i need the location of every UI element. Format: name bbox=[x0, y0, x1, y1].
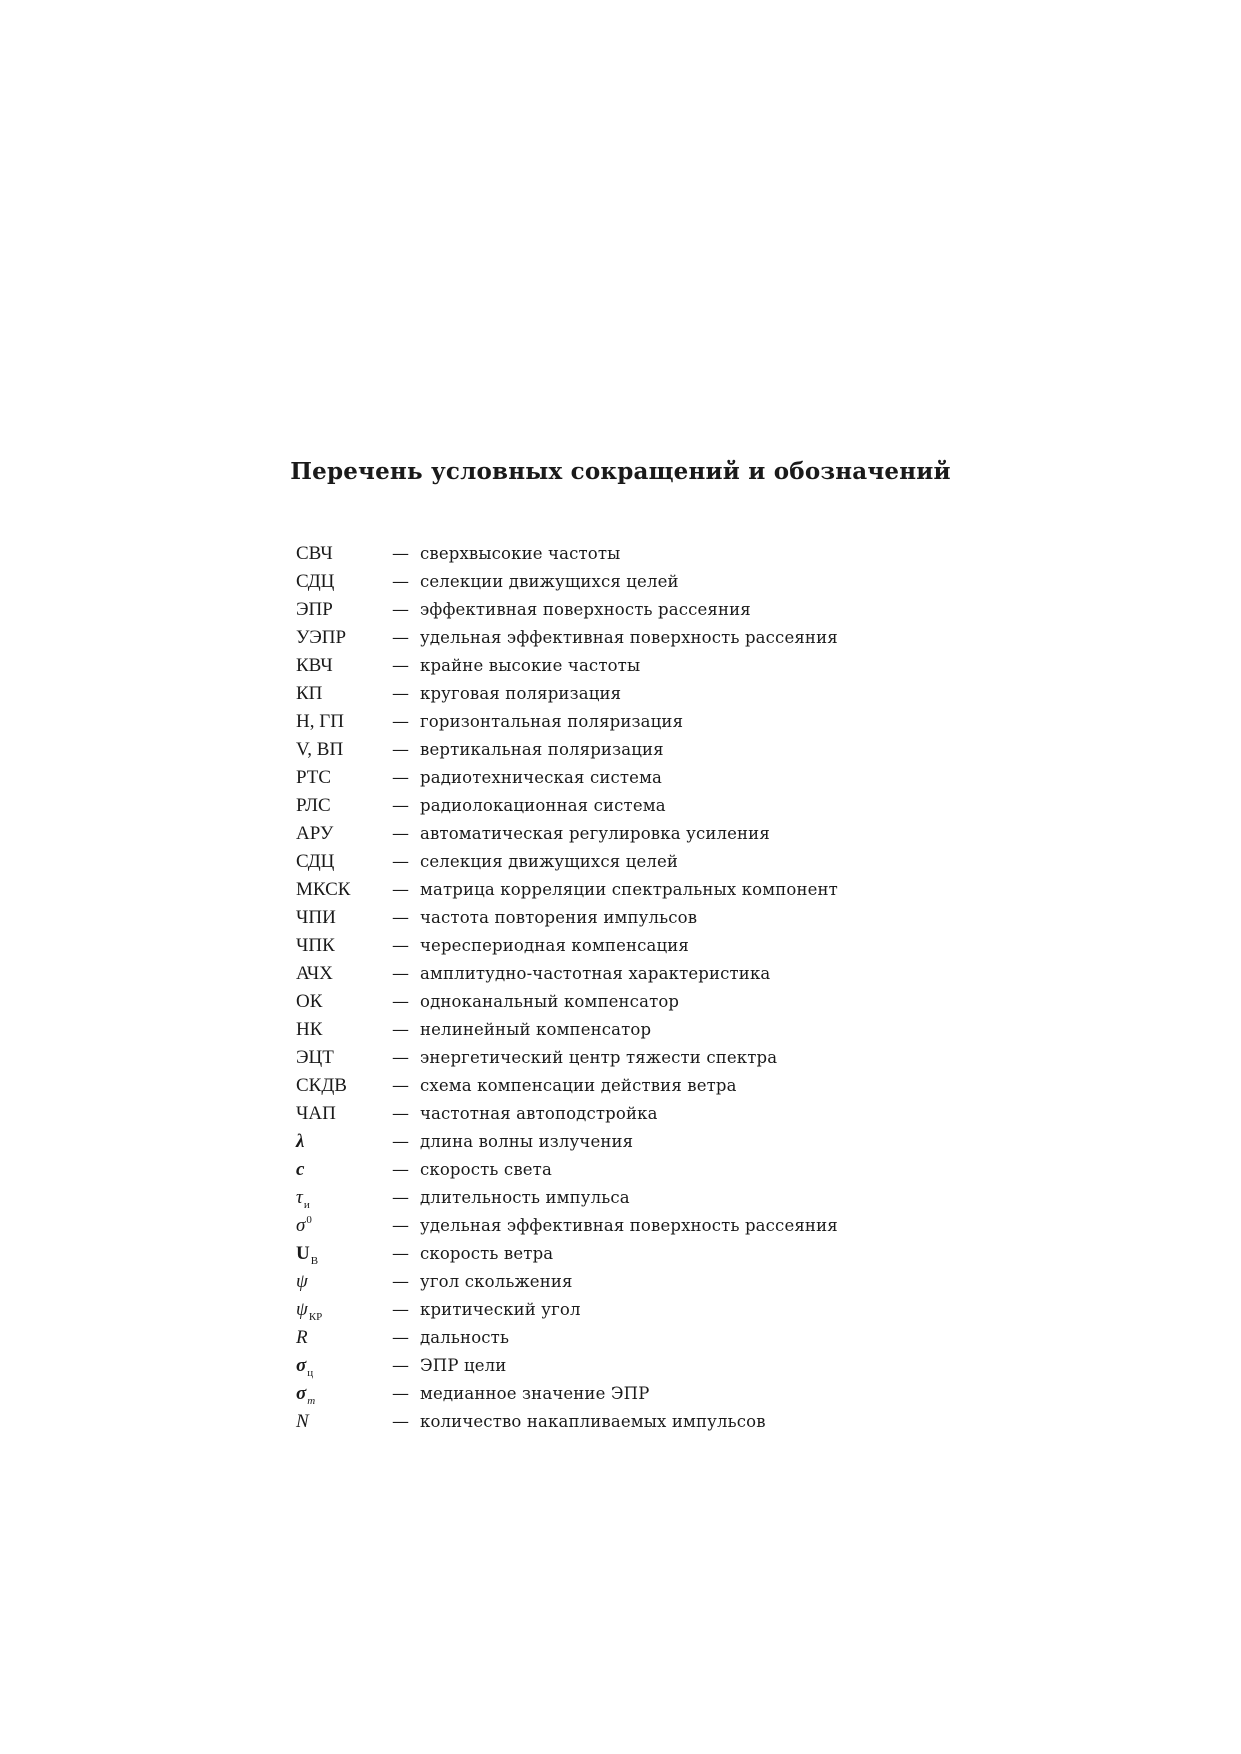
list-item bbox=[296, 1212, 996, 1240]
description: энергетический центр тяжести спектра bbox=[420, 1048, 778, 1067]
abbreviation: СКДВ bbox=[296, 1075, 347, 1096]
dash: — bbox=[392, 1356, 409, 1376]
dash: — bbox=[392, 600, 409, 620]
abbreviation: Н, ГП bbox=[296, 711, 344, 732]
dash: — bbox=[392, 656, 409, 676]
dash: — bbox=[392, 544, 409, 564]
description: селекции движущихся целей bbox=[420, 572, 679, 591]
list-item bbox=[296, 876, 996, 904]
description: одноканальный компенсатор bbox=[420, 992, 680, 1011]
abbreviation: V, ВП bbox=[296, 739, 344, 760]
list-item bbox=[296, 1240, 996, 1268]
list-item bbox=[296, 848, 996, 876]
symbol-superscript: 0 bbox=[306, 1214, 312, 1226]
description: частота повторения импульсов bbox=[420, 908, 698, 927]
list-item bbox=[296, 568, 996, 596]
list-item bbox=[296, 1016, 996, 1044]
dash: — bbox=[392, 1076, 409, 1096]
abbreviation: ЧАП bbox=[296, 1103, 336, 1124]
abbreviation: СДЦ bbox=[296, 571, 335, 592]
description: дальность bbox=[420, 1328, 510, 1347]
symbol-base: τ bbox=[296, 1187, 303, 1208]
dash: — bbox=[392, 824, 409, 844]
dash: — bbox=[392, 1160, 409, 1180]
description: автоматическая регулировка усиления bbox=[420, 824, 770, 843]
list-item bbox=[296, 1324, 996, 1352]
abbreviation: ЭЦТ bbox=[296, 1047, 334, 1068]
description: череспериодная компенсация bbox=[420, 936, 689, 955]
description: медианное значение ЭПР bbox=[420, 1384, 650, 1403]
dash: — bbox=[392, 1020, 409, 1040]
description: скорость света bbox=[420, 1160, 552, 1179]
list-item bbox=[296, 1044, 996, 1072]
symbol-base: σ bbox=[296, 1215, 306, 1236]
list-item bbox=[296, 764, 996, 792]
symbol-c: c bbox=[296, 1159, 305, 1180]
list-item bbox=[296, 1296, 996, 1324]
list-item bbox=[296, 904, 996, 932]
dash: — bbox=[392, 684, 409, 704]
description: матрица корреляции спектральных компонент bbox=[420, 880, 838, 899]
dash: — bbox=[392, 1412, 409, 1432]
page-title: Перечень условных сокращений и обозначений bbox=[290, 458, 951, 485]
description: критический угол bbox=[420, 1300, 581, 1319]
description: круговая поляризация bbox=[420, 684, 622, 703]
description: радиотехническая система bbox=[420, 768, 663, 787]
dash: — bbox=[392, 852, 409, 872]
dash: — bbox=[392, 1104, 409, 1124]
dash: — bbox=[392, 1328, 409, 1348]
dash: — bbox=[392, 1216, 409, 1236]
symbol-sigma-median bbox=[296, 1380, 315, 1410]
abbreviation: МКСК bbox=[296, 879, 351, 900]
dash: — bbox=[392, 572, 409, 592]
abbreviation: ЧПК bbox=[296, 935, 335, 956]
dash: — bbox=[392, 1132, 409, 1152]
list-item bbox=[296, 960, 996, 988]
list-item bbox=[296, 1128, 996, 1156]
dash: — bbox=[392, 740, 409, 760]
list-item bbox=[296, 736, 996, 764]
dash: — bbox=[392, 1272, 409, 1292]
symbol-n: N bbox=[296, 1411, 309, 1432]
dash: — bbox=[392, 1048, 409, 1068]
description: вертикальная поляризация bbox=[420, 740, 664, 759]
abbreviation: АЧХ bbox=[296, 963, 333, 984]
abbreviation: АРУ bbox=[296, 823, 334, 844]
dash: — bbox=[392, 1300, 409, 1320]
description: длительность импульса bbox=[420, 1188, 630, 1207]
abbreviation: РТС bbox=[296, 767, 332, 788]
list-item bbox=[296, 680, 996, 708]
description: селекция движущихся целей bbox=[420, 852, 679, 871]
description: угол скольжения bbox=[420, 1272, 573, 1291]
symbol-base: U bbox=[296, 1243, 310, 1264]
abbreviation: НК bbox=[296, 1019, 323, 1040]
list-item bbox=[296, 652, 996, 680]
dash: — bbox=[392, 964, 409, 984]
list-item bbox=[296, 1100, 996, 1128]
dash: — bbox=[392, 880, 409, 900]
description: длина волны излучения bbox=[420, 1132, 634, 1151]
description: удельная эффективная поверхность рассеяния bbox=[420, 1216, 838, 1235]
dash: — bbox=[392, 712, 409, 732]
symbol-base: σ bbox=[296, 1383, 307, 1404]
abbreviation: ЧПИ bbox=[296, 907, 336, 928]
dash: — bbox=[392, 1188, 409, 1208]
abbreviation: РЛС bbox=[296, 795, 331, 816]
list-item bbox=[296, 596, 996, 624]
description: крайне высокие частоты bbox=[420, 656, 641, 675]
dash: — bbox=[392, 908, 409, 928]
description: нелинейный компенсатор bbox=[420, 1020, 652, 1039]
description: горизонтальная поляризация bbox=[420, 712, 684, 731]
abbreviation: УЭПР bbox=[296, 627, 347, 648]
description: сверхвысокие частоты bbox=[420, 544, 621, 563]
dash: — bbox=[392, 628, 409, 648]
dash: — bbox=[392, 768, 409, 788]
list-item bbox=[296, 1352, 996, 1380]
symbol-subscript: m bbox=[307, 1395, 316, 1407]
symbol-psi-critical bbox=[296, 1296, 322, 1326]
description: ЭПР цели bbox=[420, 1356, 507, 1375]
symbol-subscript: и bbox=[303, 1199, 310, 1211]
list-item bbox=[296, 1408, 996, 1436]
abbreviation: СВЧ bbox=[296, 543, 333, 564]
list-item bbox=[296, 1072, 996, 1100]
description: схема компенсации действия ветра bbox=[420, 1076, 737, 1095]
description: амплитудно-частотная характеристика bbox=[420, 964, 771, 983]
dash: — bbox=[392, 1384, 409, 1404]
list-item bbox=[296, 792, 996, 820]
dash: — bbox=[392, 796, 409, 816]
list-item bbox=[296, 624, 996, 652]
abbreviation: ЭПР bbox=[296, 599, 333, 620]
symbol-subscript: ц bbox=[307, 1367, 314, 1379]
dash: — bbox=[392, 1244, 409, 1264]
description: количество накапливаемых импульсов bbox=[420, 1412, 766, 1431]
symbol-sigma-zero bbox=[296, 1212, 312, 1242]
abbreviation: КП bbox=[296, 683, 323, 704]
description: эффективная поверхность рассеяния bbox=[420, 600, 751, 619]
dash: — bbox=[392, 992, 409, 1012]
description: частотная автоподстройка bbox=[420, 1104, 658, 1123]
symbol-subscript: КР bbox=[308, 1311, 323, 1323]
list-item bbox=[296, 540, 996, 568]
symbol-base: σ bbox=[296, 1355, 307, 1376]
list-item bbox=[296, 1184, 996, 1212]
list-item bbox=[296, 932, 996, 960]
list-item bbox=[296, 1380, 996, 1408]
symbol-r: R bbox=[296, 1327, 308, 1348]
dash: — bbox=[392, 936, 409, 956]
list-item bbox=[296, 820, 996, 848]
description: радиолокационная система bbox=[420, 796, 666, 815]
symbol-subscript: В bbox=[310, 1255, 319, 1267]
symbol-tau bbox=[296, 1184, 310, 1214]
list-item bbox=[296, 988, 996, 1016]
symbol-wind-speed bbox=[296, 1240, 318, 1270]
abbreviation: ОК bbox=[296, 991, 323, 1012]
list-item bbox=[296, 708, 996, 736]
list-item bbox=[296, 1268, 996, 1296]
description: скорость ветра bbox=[420, 1244, 554, 1263]
abbreviation-list bbox=[296, 540, 996, 1436]
symbol-psi: ψ bbox=[296, 1271, 308, 1292]
symbol-lambda: λ bbox=[296, 1131, 305, 1152]
symbol-sigma-target bbox=[296, 1352, 313, 1382]
abbreviation: СДЦ bbox=[296, 851, 335, 872]
list-item bbox=[296, 1156, 996, 1184]
description: удельная эффективная поверхность рассеяния bbox=[420, 628, 838, 647]
abbreviation: КВЧ bbox=[296, 655, 333, 676]
symbol-base: ψ bbox=[296, 1299, 308, 1320]
